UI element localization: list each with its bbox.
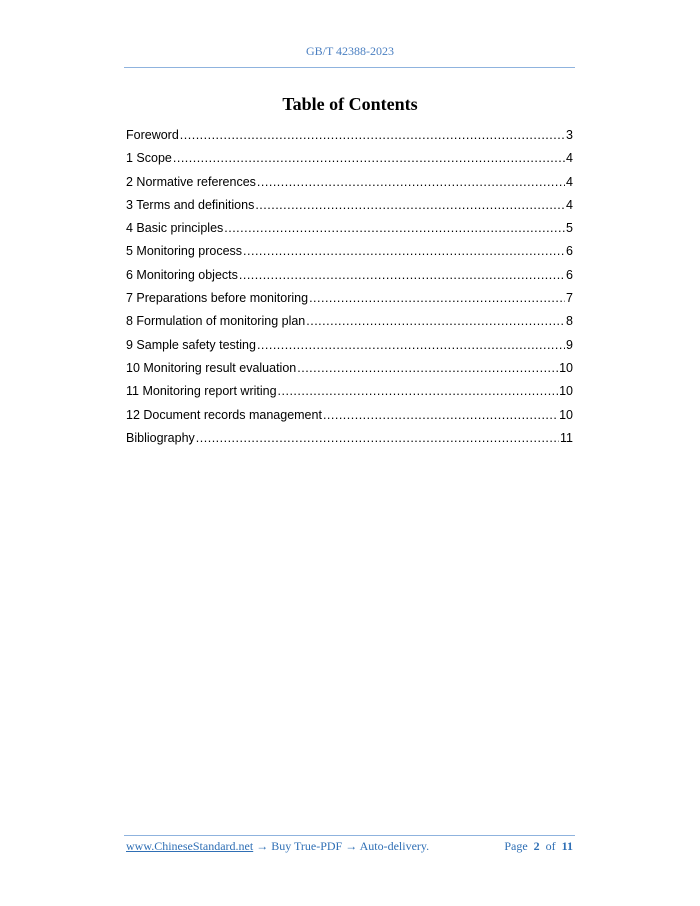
- toc-page-number: 7: [566, 291, 573, 306]
- toc-entry-label: 8 Formulation of monitoring plan: [126, 314, 306, 329]
- toc-page-number: 11: [560, 430, 573, 445]
- dot-leader: [257, 175, 565, 189]
- toc-page-number: 6: [566, 244, 573, 259]
- toc-entry-label: Bibliography: [126, 430, 195, 445]
- toc-page-number: 4: [566, 151, 573, 166]
- dot-leader: [180, 128, 565, 142]
- dot-leader: [309, 291, 565, 305]
- dot-leader: [224, 221, 565, 235]
- arrow-right-icon: →: [256, 839, 269, 853]
- of-word: of: [545, 839, 556, 853]
- toc-entry-foreword[interactable]: [126, 128, 573, 151]
- toc-entry-monitoring-plan[interactable]: [126, 314, 573, 337]
- toc-page-number: 8: [566, 314, 573, 329]
- toc-entry-sample-safety-testing[interactable]: [126, 338, 573, 361]
- toc-entry-basic-principles[interactable]: [126, 221, 573, 244]
- dot-leader: [173, 151, 565, 165]
- page-word: Page: [504, 839, 528, 853]
- toc-entry-label: 3 Terms and definitions: [126, 197, 255, 212]
- dot-leader: [255, 198, 565, 212]
- current-page-number: 2: [533, 839, 540, 853]
- page-footer: [126, 839, 573, 854]
- toc-entry-bibliography[interactable]: [126, 431, 573, 454]
- toc-page-number: 4: [566, 197, 573, 212]
- toc-entry-label: 7 Preparations before monitoring: [126, 291, 309, 306]
- running-header: GB/T 42388-2023: [305, 44, 395, 58]
- toc-entry-label: 1 Scope: [126, 151, 172, 166]
- footer-divider: [124, 835, 575, 836]
- page-indicator: [504, 839, 573, 854]
- auto-delivery-text: Auto-delivery.: [359, 839, 430, 853]
- toc-entry-label: 2 Normative references: [126, 174, 256, 189]
- site-link[interactable]: www.ChineseStandard.net: [126, 839, 254, 853]
- dot-leader: [278, 384, 559, 398]
- dot-leader: [257, 338, 565, 352]
- dot-leader: [306, 314, 565, 328]
- dot-leader: [323, 408, 558, 422]
- toc-page-number: 3: [566, 128, 573, 142]
- toc-page-number: 10: [559, 407, 573, 422]
- toc-entry-result-evaluation[interactable]: [126, 361, 573, 384]
- toc-entry-label: Foreword: [126, 128, 179, 142]
- toc-entry-monitoring-objects[interactable]: [126, 268, 573, 291]
- toc-entry-label: 10 Monitoring result evaluation: [126, 360, 297, 375]
- toc-page-number: 6: [566, 267, 573, 282]
- toc-entry-preparations[interactable]: [126, 291, 573, 314]
- dot-leader: [239, 268, 565, 282]
- footer-promo: [126, 839, 429, 854]
- toc-entry-label: 5 Monitoring process: [126, 244, 243, 259]
- toc-entry-label: 4 Basic principles: [126, 221, 224, 236]
- toc-entry-label: 11 Monitoring report writing: [126, 384, 277, 399]
- toc-page-number: 10: [559, 360, 573, 375]
- toc-page-number: 9: [566, 337, 573, 352]
- dot-leader: [243, 244, 565, 258]
- toc-page-number: 10: [559, 384, 573, 399]
- toc-entry-scope[interactable]: [126, 151, 573, 174]
- table-of-contents: [126, 128, 573, 454]
- toc-page-number: 5: [566, 221, 573, 236]
- toc-entry-records-management[interactable]: [126, 408, 573, 431]
- toc-page-number: 4: [566, 174, 573, 189]
- dot-leader: [297, 361, 558, 375]
- header-divider: [124, 67, 575, 68]
- page-title: Table of Contents: [282, 94, 418, 114]
- arrow-right-icon: →: [345, 839, 358, 853]
- toc-entry-monitoring-process[interactable]: [126, 244, 573, 267]
- toc-entry-label: 9 Sample safety testing: [126, 337, 256, 352]
- buy-pdf-text: Buy True-PDF: [271, 839, 343, 853]
- toc-entry-label: 6 Monitoring objects: [126, 267, 238, 282]
- dot-leader: [196, 431, 559, 445]
- toc-entry-normative-references[interactable]: [126, 175, 573, 198]
- toc-entry-report-writing[interactable]: [126, 384, 573, 407]
- total-pages-number: 11: [561, 839, 573, 853]
- toc-entry-label: 12 Document records management: [126, 407, 322, 422]
- toc-entry-terms-and-definitions[interactable]: [126, 198, 573, 221]
